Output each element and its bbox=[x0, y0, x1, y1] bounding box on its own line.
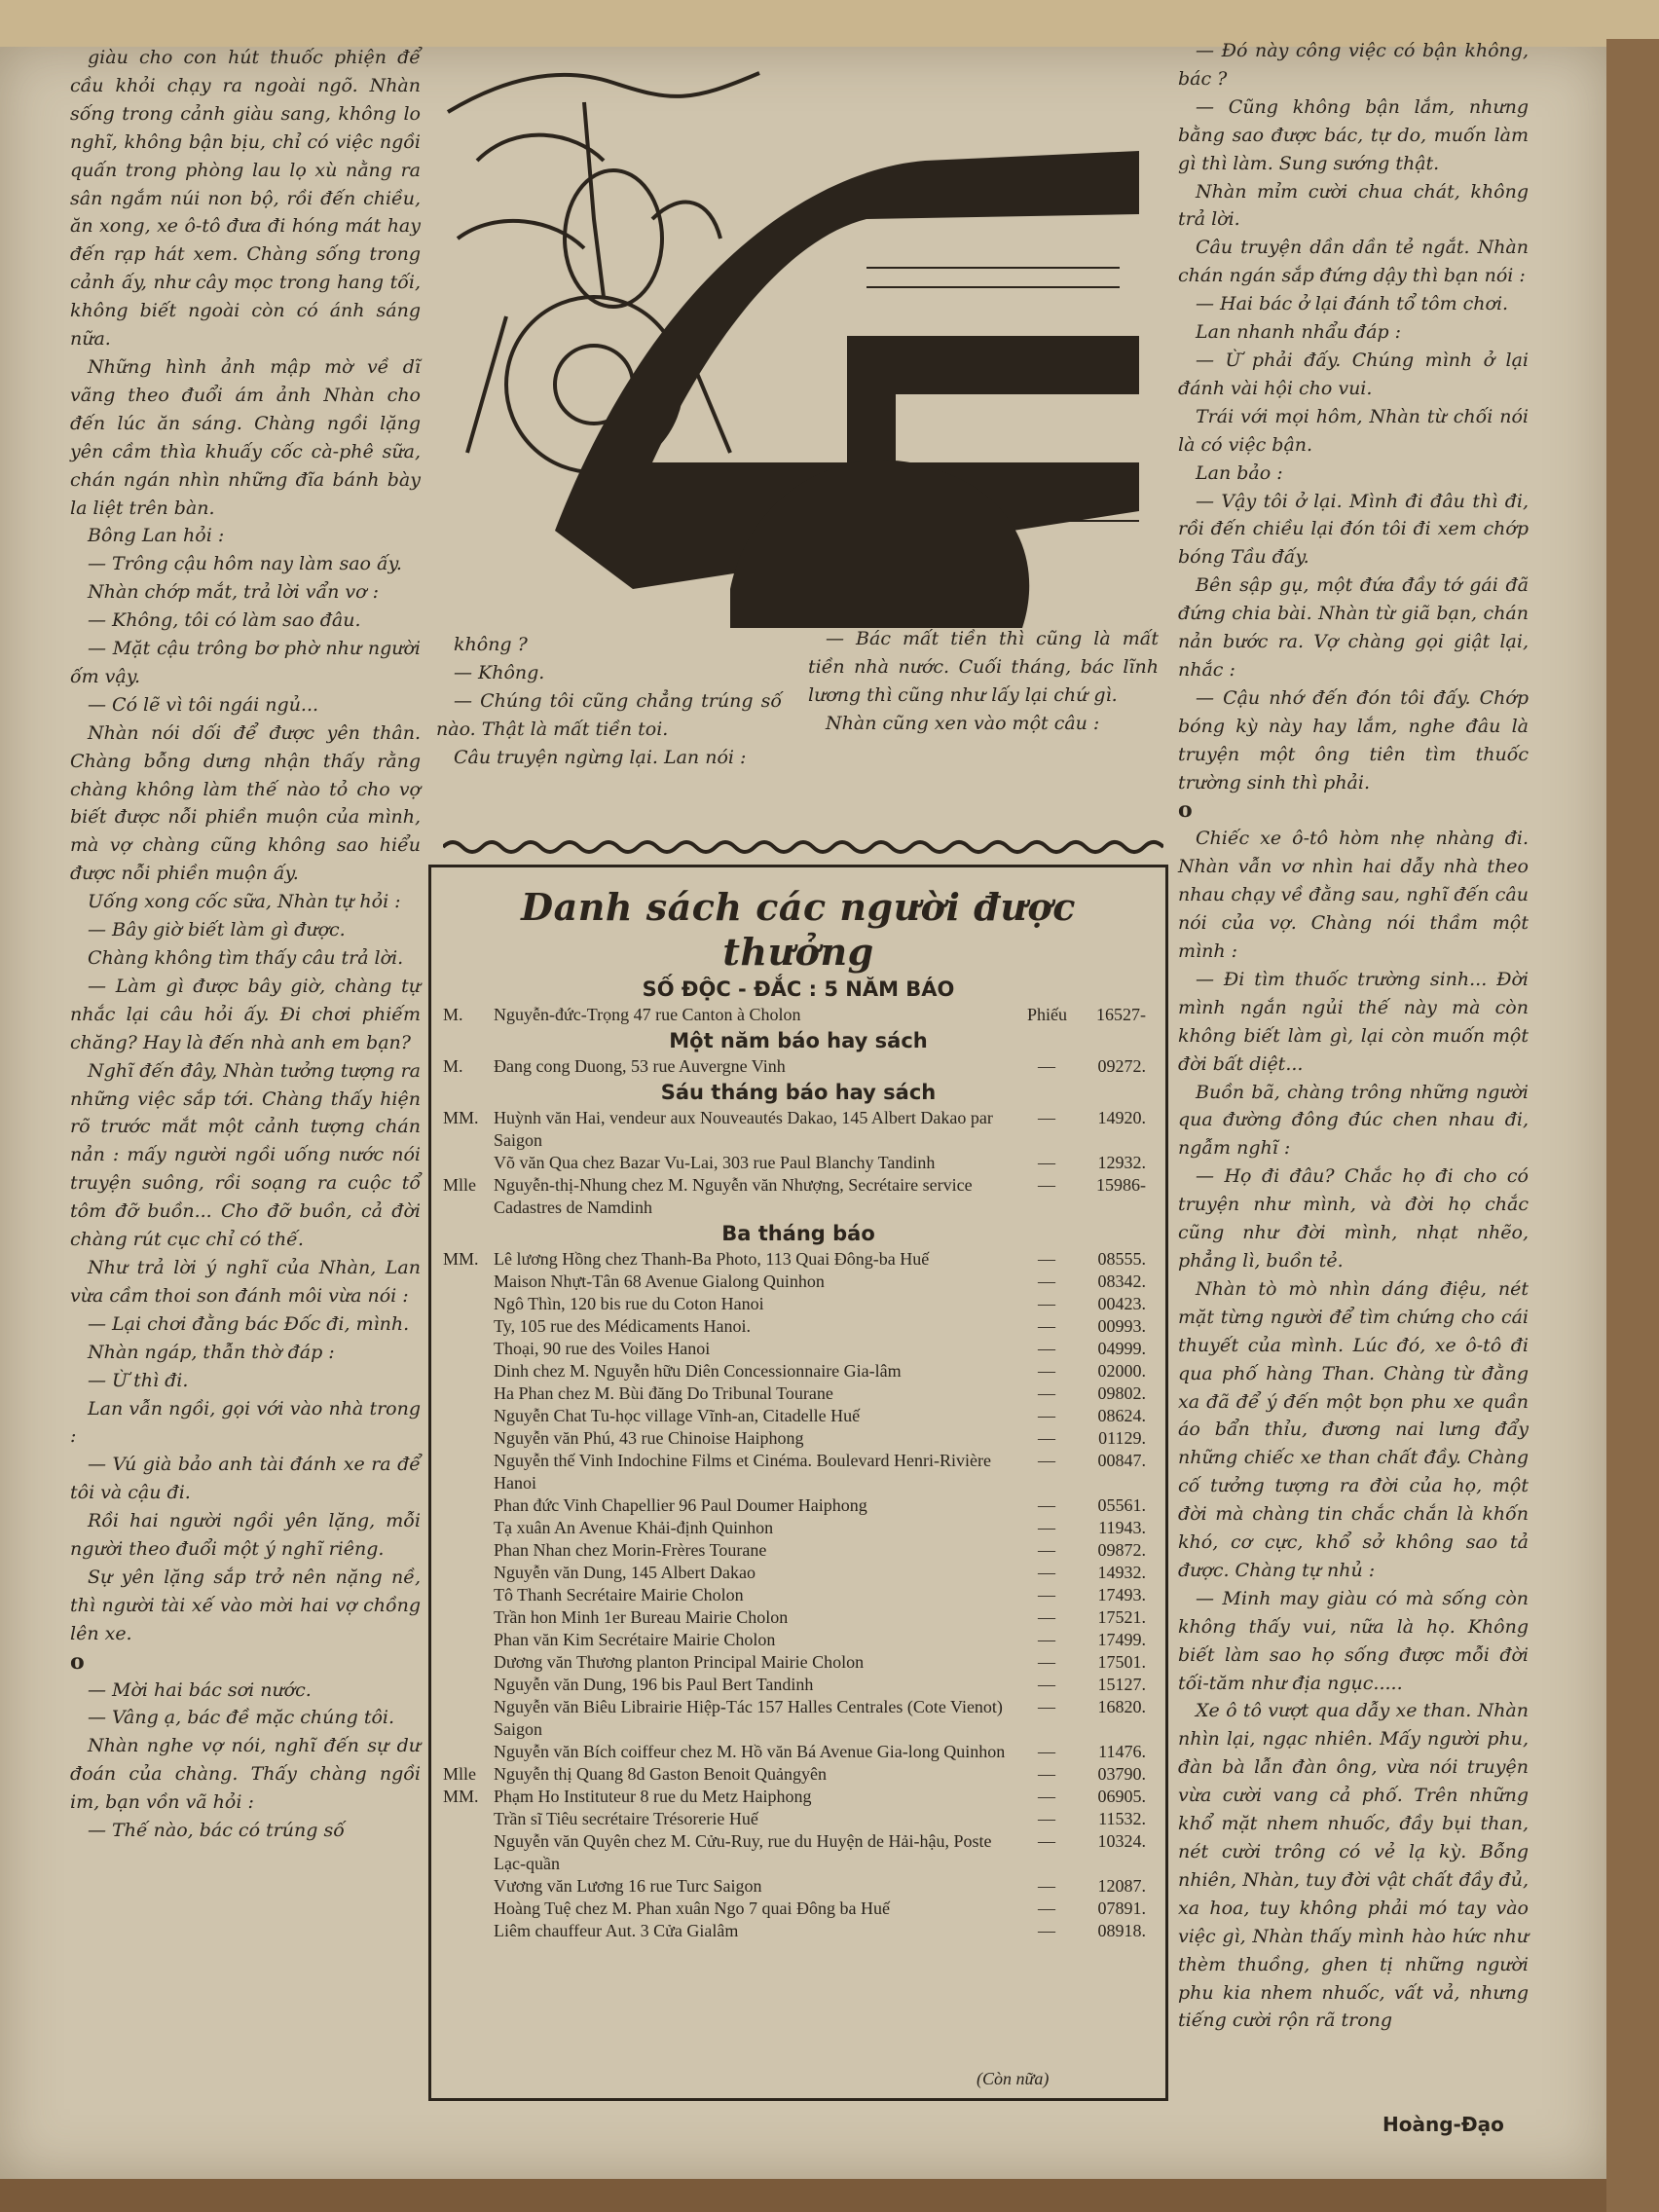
entry-number: 11532. bbox=[1098, 1809, 1146, 1828]
entry-text: Nguyễn văn Quyên chez M. Cửu-Ruy, rue du Huyện de Hải-hậu, Poste Lạc-quần bbox=[494, 1831, 992, 1873]
entry-dash: — bbox=[1038, 1607, 1055, 1627]
entry-text: Dương văn Thương planton Principal Mairie Cholon bbox=[494, 1652, 865, 1672]
entry-prefix bbox=[443, 1562, 494, 1584]
entry-text: Nguyễn văn Phú, 43 rue Chinoise Haiphong bbox=[494, 1428, 804, 1448]
woodcut-illustration bbox=[438, 44, 1149, 647]
paragraph: Sự yên lặng sắp trở nên nặng nề, thì người tài xế vào mời hai vợ chồng lên xe. bbox=[70, 1566, 421, 1644]
entry-number: 17493. bbox=[1097, 1585, 1146, 1604]
paragraph: Câu truyện dần dần tẻ ngắt. Nhàn chán ngán sắp đứng dậy thì bạn nói : bbox=[1178, 237, 1529, 287]
continued-note: (Còn nữa) bbox=[977, 2069, 1050, 2088]
paragraph: — Hai bác ở lại đánh tổ tôm chơi. bbox=[1196, 293, 1509, 315]
entry-prefix bbox=[443, 1450, 494, 1494]
entry-prefix bbox=[443, 1405, 494, 1427]
entry-dash: — bbox=[1038, 1518, 1055, 1537]
entry-prefix bbox=[443, 1293, 494, 1315]
entry-number: 16820. bbox=[1097, 1697, 1146, 1716]
entry-prefix bbox=[443, 1606, 494, 1629]
prize-list-title: Danh sách các người được thưởng bbox=[521, 885, 1076, 974]
prize-entry bbox=[443, 1584, 1154, 1606]
paragraph: — Không, tôi có làm sao đâu. bbox=[88, 609, 361, 632]
entry-prefix bbox=[443, 1315, 494, 1338]
entry-dash: — bbox=[1038, 1630, 1055, 1649]
entry-prefix bbox=[443, 1152, 494, 1174]
prize-entry bbox=[443, 1786, 1154, 1808]
section-heading: Ba tháng báo bbox=[721, 1222, 875, 1245]
entry-number: 05561. bbox=[1097, 1495, 1146, 1515]
entry-dash: — bbox=[1038, 1428, 1055, 1448]
prize-entry bbox=[443, 1315, 1154, 1338]
story-column-mid2 bbox=[808, 625, 1159, 738]
entry-text: Phan văn Kim Secrétaire Mairie Cholon bbox=[494, 1630, 776, 1649]
prize-entry bbox=[443, 1338, 1154, 1360]
entry-dash: — bbox=[1038, 1108, 1055, 1127]
entry-prefix: MM. bbox=[443, 1787, 479, 1806]
paragraph: — Ừ phải đấy. Chúng mình ở lại đánh vài hội cho vui. bbox=[1178, 349, 1529, 399]
paragraph: — Đi tìm thuốc trường sinh... Đời mình ngắn ngủi thế này mà còn không biết làm gì, lại còn muốn một đời bất diệt... bbox=[1178, 968, 1529, 1075]
entry-dash: — bbox=[1038, 1540, 1055, 1560]
entry-dash: — bbox=[1038, 1383, 1055, 1403]
entry-dash: — bbox=[1038, 1056, 1055, 1076]
entry-dash: — bbox=[1038, 1652, 1055, 1672]
prize-entry bbox=[443, 1107, 1154, 1152]
right-edge bbox=[1606, 39, 1659, 2212]
entry-number: 17521. bbox=[1097, 1607, 1146, 1627]
entry-prefix bbox=[443, 1271, 494, 1293]
entry-prefix bbox=[443, 1696, 494, 1741]
story-column-right bbox=[1178, 37, 1529, 2035]
entry-number: 06905. bbox=[1097, 1787, 1146, 1806]
section-heading: SỐ ĐỘC - ĐẮC : 5 NĂM BÁO bbox=[642, 977, 955, 1001]
paragraph: — Mặt cậu trông bơ phờ như người ốm vậy. bbox=[70, 638, 421, 687]
entry-text: Tô Thanh Secrétaire Mairie Cholon bbox=[494, 1585, 744, 1604]
prize-entry bbox=[443, 1517, 1154, 1539]
paragraph: — Trông cậu hôm nay làm sao ấy. bbox=[88, 553, 402, 575]
continued-note-row bbox=[431, 2069, 1165, 2090]
entry-prefix bbox=[443, 1382, 494, 1405]
entry-dash: — bbox=[1038, 1495, 1055, 1515]
entry-dash: — bbox=[1038, 1675, 1055, 1694]
entry-number: 16527- bbox=[1096, 1005, 1146, 1024]
entry-dash: — bbox=[1038, 1787, 1055, 1806]
paragraph: Bông Lan hỏi : bbox=[88, 525, 225, 547]
section-break: o bbox=[70, 1648, 85, 1675]
entry-text: Phan Nhan chez Morin-Frères Tourane bbox=[494, 1540, 767, 1560]
prize-entry bbox=[443, 1248, 1154, 1271]
entry-prefix bbox=[443, 1674, 494, 1696]
entry-number: 12087. bbox=[1097, 1876, 1146, 1896]
paragraph: Nhàn nghe vợ nói, nghĩ đến sự dư đoán của chàng. Thấy chàng ngồi im, bạn vồn vã hỏi : bbox=[70, 1735, 421, 1814]
entry-text: Lê lương Hồng chez Thanh-Ba Photo, 113 Quai Đông-ba Huế bbox=[494, 1249, 930, 1269]
paragraph: — Minh may giàu có mà sống còn không thấy vui, nữa là họ. Không biết làm sao họ sống được mỗi đời tối-tăm như địa ngục..... bbox=[1178, 1587, 1529, 1694]
entry-text: Tạ xuân An Avenue Khải-định Quinhon bbox=[494, 1518, 774, 1537]
entry-prefix bbox=[443, 1338, 494, 1360]
paragraph: — Làm gì được bây giờ, chàng tự nhắc lại câu hỏi ấy. Đi chơi phiếm chăng? Hay là đến nhà anh em bạn? bbox=[70, 975, 421, 1053]
prize-entry bbox=[443, 1174, 1154, 1219]
paragraph: Chiếc xe ô-tô hòm nhẹ nhàng đi. Nhàn vẫn vơ nhìn hai dẫy nhà theo nhau chạy về đằng sau, nghĩ đến câu nói của vợ. Chàng nói thầm một mình : bbox=[1178, 828, 1529, 962]
entry-text: Ty, 105 rue des Médicaments Hanoi. bbox=[494, 1316, 752, 1336]
entry-prefix bbox=[443, 1651, 494, 1674]
entry-number: 08624. bbox=[1097, 1406, 1146, 1425]
entry-number: 17501. bbox=[1097, 1652, 1146, 1672]
section-heading: Sáu tháng báo hay sách bbox=[660, 1081, 937, 1104]
entry-number: 12932. bbox=[1097, 1153, 1146, 1172]
entry-dash: — bbox=[1038, 1585, 1055, 1604]
entry-dash: — bbox=[1038, 1316, 1055, 1336]
entry-number: 08918. bbox=[1097, 1921, 1146, 1940]
prize-entry bbox=[443, 1808, 1154, 1830]
prize-entry bbox=[443, 1830, 1154, 1875]
entry-dash: — bbox=[1038, 1921, 1055, 1940]
entry-text: Dinh chez M. Nguyễn hữu Diên Concessionnaire Gia-lâm bbox=[494, 1361, 902, 1381]
entry-number: 14920. bbox=[1097, 1108, 1146, 1127]
entry-prefix bbox=[443, 1898, 494, 1920]
paragraph: — Mời hai bác sơi nước. bbox=[88, 1678, 312, 1701]
entry-prefix bbox=[443, 1539, 494, 1562]
entry-number: 03790. bbox=[1097, 1764, 1146, 1784]
entry-text: Huỳnh văn Hai, vendeur aux Nouveautés Dakao, 145 Albert Dakao par Saigon bbox=[494, 1108, 993, 1150]
entry-number: 09872. bbox=[1097, 1540, 1146, 1560]
paragraph: Uống xong cốc sữa, Nhàn tự hỏi : bbox=[88, 891, 401, 913]
paragraph: Rồi hai người ngồi yên lặng, mỗi người theo đuổi một ý nghĩ riêng. bbox=[70, 1510, 421, 1561]
entry-prefix bbox=[443, 1517, 494, 1539]
prize-entry bbox=[443, 1494, 1154, 1517]
prize-entry bbox=[443, 1741, 1154, 1763]
entry-dash: — bbox=[1038, 1339, 1055, 1358]
entry-text: Võ văn Qua chez Bazar Vu-Lai, 303 rue Paul Blanchy Tandinh bbox=[494, 1153, 936, 1172]
entry-number: 09802. bbox=[1097, 1383, 1146, 1403]
prize-entry bbox=[443, 1696, 1154, 1741]
entry-dash: — bbox=[1038, 1272, 1055, 1291]
entry-number: 15986- bbox=[1096, 1175, 1146, 1195]
story-column-left bbox=[70, 44, 421, 1845]
paragraph: Những hình ảnh mập mờ về dĩ vãng theo đuổi ám ảnh Nhàn cho đến lúc ăn sáng. Chàng ngồi lặng yên cầm thìa khuấy cốc cà-phê sữa, chán ngán nhìn những đĩa bánh bày la liệt trên bàn. bbox=[70, 355, 421, 519]
entry-dash: — bbox=[1038, 1831, 1055, 1851]
prize-entry bbox=[443, 1875, 1154, 1898]
entry-dash: — bbox=[1038, 1175, 1055, 1195]
paragraph: giàu cho con hút thuốc phiện để cầu khỏi chạy ra ngoài ngõ. Nhàn sống trong cảnh giàu sang, không lo nghĩ, không bận bịu, chỉ có việc ngồi quấn trong phòng lau lọ xù nằng ra sân ngắm núi non bộ, rồi đến chiều, ăn xong, xe ô-tô đưa đi hóng mát hay đến rạp hát xem. Chàng sống trong cảnh ấy, như cây mọc trong hang tối, không biết ngoài còn có ánh sáng nữa. bbox=[70, 47, 421, 350]
prize-entry bbox=[443, 1674, 1154, 1696]
entry-text: Đang cong Duong, 53 rue Auvergne Vinh bbox=[494, 1056, 786, 1076]
entry-text: Nguyễn văn Bích coiffeur chez M. Hồ văn Bá Avenue Gia-long Quinhon bbox=[494, 1742, 1006, 1761]
entry-prefix: Mlle bbox=[443, 1175, 476, 1195]
entry-dash: — bbox=[1038, 1742, 1055, 1761]
paragraph: Nghĩ đến đây, Nhàn tưởng tượng ra những việc sắp tới. Chàng thấy hiện rõ trước mắt một cảnh tượng chán nản : mấy người ngồi uống nước nói truyện suông, rồi soạng ra cuộc tổ tôm đỡ buồn... Cho đỡ buồn, cả đời chàng rút cục chỉ có thế. bbox=[70, 1059, 421, 1251]
entry-text: Nguyễn văn Dung, 145 Albert Dakao bbox=[494, 1563, 756, 1582]
entry-dash: Phiếu bbox=[1027, 1005, 1068, 1024]
entry-dash: — bbox=[1038, 1899, 1055, 1918]
entry-text: Nguyễn thị Quang 8d Gaston Benoit Quảngyên bbox=[494, 1764, 827, 1784]
entry-prefix: M. bbox=[443, 1005, 463, 1024]
author-signature: Hoàng-Đạo bbox=[1382, 2113, 1504, 2136]
entry-prefix bbox=[443, 1360, 494, 1382]
paragraph: — Ừ thì đi. bbox=[88, 1369, 189, 1391]
entry-text: Nguyễn văn Dung, 196 bis Paul Bert Tandinh bbox=[494, 1675, 814, 1694]
entry-number: 07891. bbox=[1097, 1899, 1146, 1918]
entry-number: 00847. bbox=[1097, 1451, 1146, 1470]
paragraph: — Bác mất tiền thì cũng là mất tiền nhà nước. Cuối tháng, bác lĩnh lương thì cũng như lấy lại chứ gì. bbox=[808, 628, 1159, 706]
entry-prefix bbox=[443, 1830, 494, 1875]
entry-number: 09272. bbox=[1097, 1056, 1146, 1076]
paragraph: Câu truyện ngừng lại. Lan nói : bbox=[454, 746, 747, 768]
entry-prefix bbox=[443, 1584, 494, 1606]
paragraph: Nhàn cũng xen vào một câu : bbox=[826, 712, 1100, 734]
prize-entry bbox=[443, 1427, 1154, 1450]
prize-entry bbox=[443, 1562, 1154, 1584]
entry-prefix bbox=[443, 1920, 494, 1942]
paragraph: Nhàn ngáp, thẫn thờ đáp : bbox=[88, 1341, 335, 1363]
entry-number: 04999. bbox=[1097, 1339, 1146, 1358]
entry-text: Nguyễn-đức-Trọng 47 rue Canton à Cholon bbox=[494, 1005, 801, 1024]
prize-entry bbox=[443, 1539, 1154, 1562]
entry-dash: — bbox=[1038, 1249, 1055, 1269]
wavy-divider bbox=[443, 837, 1163, 857]
entry-text: Thoại, 90 rue des Voiles Hanoi bbox=[494, 1339, 711, 1358]
entry-prefix: Mlle bbox=[443, 1764, 476, 1784]
paragraph: — Vú già bảo anh tài đánh xe ra để tôi và cậu đi. bbox=[70, 1454, 421, 1504]
paragraph: — Đó này công việc có bận không, bác ? bbox=[1178, 40, 1529, 90]
prize-entry bbox=[443, 1360, 1154, 1382]
paragraph: — Thế nào, bác có trúng số bbox=[88, 1820, 345, 1842]
paragraph: — Cậu nhớ đến đón tôi đấy. Chớp bóng kỳ này hay lắm, nghe đâu là truyện một ông tiên tìm thuốc trường sinh thì phải. bbox=[1178, 686, 1529, 793]
story-column-mid1 bbox=[436, 631, 782, 772]
prize-sections bbox=[443, 975, 1154, 1942]
prize-entry bbox=[443, 1055, 1154, 1078]
prize-entry bbox=[443, 1629, 1154, 1651]
prize-entry bbox=[443, 1293, 1154, 1315]
entry-prefix bbox=[443, 1741, 494, 1763]
paragraph: Trái với mọi hôm, Nhàn từ chối nói là có việc bận. bbox=[1178, 405, 1529, 456]
paragraph: Chàng không tìm thấy câu trả lời. bbox=[88, 947, 404, 969]
entry-dash: — bbox=[1038, 1361, 1055, 1381]
paragraph: — Có lẽ vì tôi ngái ngủ... bbox=[88, 693, 319, 716]
entry-number: 01129. bbox=[1098, 1428, 1146, 1448]
entry-text: Phan đức Vinh Chapellier 96 Paul Doumer Haiphong bbox=[494, 1495, 867, 1515]
paragraph: Buồn bã, chàng trông những người qua đường đông đúc chen nhau đi, ngẫm nghĩ : bbox=[1178, 1081, 1529, 1160]
entry-text: Vương văn Lương 16 rue Turc Saigon bbox=[494, 1876, 762, 1896]
entry-prefix bbox=[443, 1494, 494, 1517]
paragraph: không ? bbox=[454, 634, 528, 655]
entry-text: Nguyễn văn Biêu Librairie Hiệp-Tác 157 Halles Centrales (Cote Vienot) Saigon bbox=[494, 1697, 1003, 1739]
entry-text: Maison Nhựt-Tân 68 Avenue Gialong Quinhon bbox=[494, 1272, 825, 1291]
paragraph: Bên sập gụ, một đứa đầy tớ gái đã đứng chia bài. Nhàn từ giã bạn, chán nản bước ra. Vợ chàng gọi giật lại, nhắc : bbox=[1178, 574, 1529, 681]
paragraph: — Họ đi đâu? Chắc họ đi cho có truyện như mình, và đời họ chắc cũng như đời mình, nhạt nhẽo, phẳng lì, buồn tẻ. bbox=[1178, 1165, 1529, 1272]
prize-entry bbox=[443, 1004, 1154, 1026]
entry-text: Phạm Ho Instituteur 8 rue du Metz Haiphong bbox=[494, 1787, 812, 1806]
entry-dash: — bbox=[1038, 1697, 1055, 1716]
prize-entry bbox=[443, 1382, 1154, 1405]
entry-number: 00993. bbox=[1097, 1316, 1146, 1336]
paragraph: Như trả lời ý nghĩ của Nhàn, Lan vừa cầm thoi son đánh môi vừa nói : bbox=[70, 1256, 421, 1307]
prize-entry bbox=[443, 1450, 1154, 1494]
paragraph: — Vâng ạ, bác đề mặc chúng tôi. bbox=[88, 1707, 395, 1729]
entry-dash: — bbox=[1038, 1809, 1055, 1828]
entry-text: Hoàng Tuệ chez M. Phan xuân Ngo 7 quai Đông ba Huế bbox=[494, 1899, 890, 1918]
entry-text: Nguyễn thế Vinh Indochine Films et Cinéma. Boulevard Henri-Rivière Hanoi bbox=[494, 1451, 991, 1493]
entry-dash: — bbox=[1038, 1451, 1055, 1470]
paragraph: — Không. bbox=[454, 661, 545, 683]
entry-dash: — bbox=[1038, 1294, 1055, 1313]
paragraph: Xe ô tô vượt qua dẫy xe than. Nhàn nhìn lại, ngạc nhiên. Mấy người phu, đàn bà lẫn đàn ông, vừa nói truyện vừa cười vang cả phố. Trên những khổ mặt nhem nhuốc, đầy bụi than, nét cười trông có vẻ lạ kỳ. Bỗng nhiên, Nhàn, tuy đời vật chất đầy đủ, xa hoa, tuy không phải mó tay vào việc gì, Nhàn thấy mình hào hức như thèm thuồng, ghen tị những người phu kia nhem nhuốc, vất vả, nhưng tiếng cười rộn rã trong bbox=[1178, 1700, 1529, 2032]
entry-number: 17499. bbox=[1097, 1630, 1146, 1649]
paragraph: Lan nhanh nhẩu đáp : bbox=[1196, 321, 1402, 344]
paragraph: — Vậy tôi ở lại. Mình đi đâu thì đi, rồi đến chiều lại đón tôi đi xem chớp bóng Tầu đấy. bbox=[1178, 490, 1529, 569]
entry-number: 08555. bbox=[1097, 1249, 1146, 1269]
prize-entry bbox=[443, 1152, 1154, 1174]
entry-number: 14932. bbox=[1097, 1563, 1146, 1582]
entry-text: Trần sĩ Tiêu secrétaire Trésorerie Huế bbox=[494, 1809, 758, 1828]
entry-text: Ngô Thìn, 120 bis rue du Coton Hanoi bbox=[494, 1294, 764, 1313]
paragraph: — Chúng tôi cũng chẳng trúng số nào. Thật là mất tiền toi. bbox=[436, 689, 782, 740]
prize-entry bbox=[443, 1651, 1154, 1674]
paragraph: — Lại chơi đằng bác Đốc đi, mình. bbox=[88, 1312, 410, 1335]
entry-prefix: MM. bbox=[443, 1249, 479, 1269]
entry-number: 02000. bbox=[1097, 1361, 1146, 1381]
entry-number: 10324. bbox=[1097, 1831, 1146, 1851]
prize-entry bbox=[443, 1271, 1154, 1293]
entry-text: Trần hon Minh 1er Bureau Mairie Cholon bbox=[494, 1607, 789, 1627]
entry-prefix bbox=[443, 1875, 494, 1898]
entry-number: 15127. bbox=[1097, 1675, 1146, 1694]
paragraph: Lan bảo : bbox=[1196, 461, 1283, 484]
entry-number: 11943. bbox=[1098, 1518, 1146, 1537]
paragraph: Nhàn tò mò nhìn dáng điệu, nét mặt từng người để tìm chứng cho cái thuyết của mình. Lúc đó, xe ô-tô đi qua phố hàng Than. Chàng từ đằng xa đã để ý đến một bọn phu xe quần áo bẩn thỉu, đương nai lưng đẩy những chiếc xe than chất đầy. Chàng cố tưởng tượng ra đời của họ, một đời mà chàng tin chắc chắn là khốn khó, cơ cực, khổ sở không sao tả được. Chàng tự nhủ : bbox=[1178, 1277, 1529, 1581]
entry-text: Nguyễn Chat Tu-học village Vĩnh-an, Citadelle Huế bbox=[494, 1406, 861, 1425]
entry-dash: — bbox=[1038, 1764, 1055, 1784]
entry-prefix: M. bbox=[443, 1056, 463, 1076]
entry-number: 00423. bbox=[1097, 1294, 1146, 1313]
entry-prefix bbox=[443, 1427, 494, 1450]
paragraph: — Bây giờ biết làm gì được. bbox=[88, 919, 346, 941]
prize-entry bbox=[443, 1920, 1154, 1942]
entry-dash: — bbox=[1038, 1406, 1055, 1425]
entry-text: Nguyễn-thị-Nhung chez M. Nguyễn văn Nhượng, Secrétaire service Cadastres de Namdinh bbox=[494, 1175, 973, 1217]
entry-dash: — bbox=[1038, 1563, 1055, 1582]
entry-prefix bbox=[443, 1808, 494, 1830]
entry-prefix: MM. bbox=[443, 1108, 479, 1127]
paragraph: Lan vẫn ngồi, gọi với vào nhà trong : bbox=[70, 1397, 421, 1448]
prize-list-box bbox=[428, 865, 1168, 2101]
prize-entry bbox=[443, 1763, 1154, 1786]
entry-dash: — bbox=[1038, 1876, 1055, 1896]
paragraph: Nhàn nói dối để được yên thân. Chàng bỗng dưng nhận thấy rằng chàng không làm thế nào tỏ cho vợ biết được nỗi phiền muộn của mình, mà vợ chàng cũng không sao hiểu được nỗi phiền muộn ấy. bbox=[70, 721, 421, 885]
entry-dash: — bbox=[1038, 1153, 1055, 1172]
paragraph: Nhàn mỉm cười chua chát, không trả lời. bbox=[1178, 180, 1529, 231]
prize-entry bbox=[443, 1606, 1154, 1629]
entry-text: Ha Phan chez M. Bùi đăng Do Tribunal Tourane bbox=[494, 1383, 833, 1403]
prize-entry bbox=[443, 1898, 1154, 1920]
entry-number: 11476. bbox=[1098, 1742, 1146, 1761]
entry-text: Liêm chauffeur Aut. 3 Cửa Gialâm bbox=[494, 1921, 739, 1940]
entry-number: 08342. bbox=[1097, 1272, 1146, 1291]
paragraph: Nhàn chớp mắt, trả lời vẩn vơ : bbox=[88, 581, 380, 604]
section-heading: Một năm báo hay sách bbox=[669, 1029, 928, 1052]
prize-entry bbox=[443, 1405, 1154, 1427]
entry-prefix bbox=[443, 1629, 494, 1651]
paragraph: — Cũng không bận lắm, nhưng bằng sao được bác, tự do, muốn làm gì thì làm. Sung sướng thật. bbox=[1178, 95, 1529, 174]
section-break: o bbox=[1178, 797, 1193, 824]
